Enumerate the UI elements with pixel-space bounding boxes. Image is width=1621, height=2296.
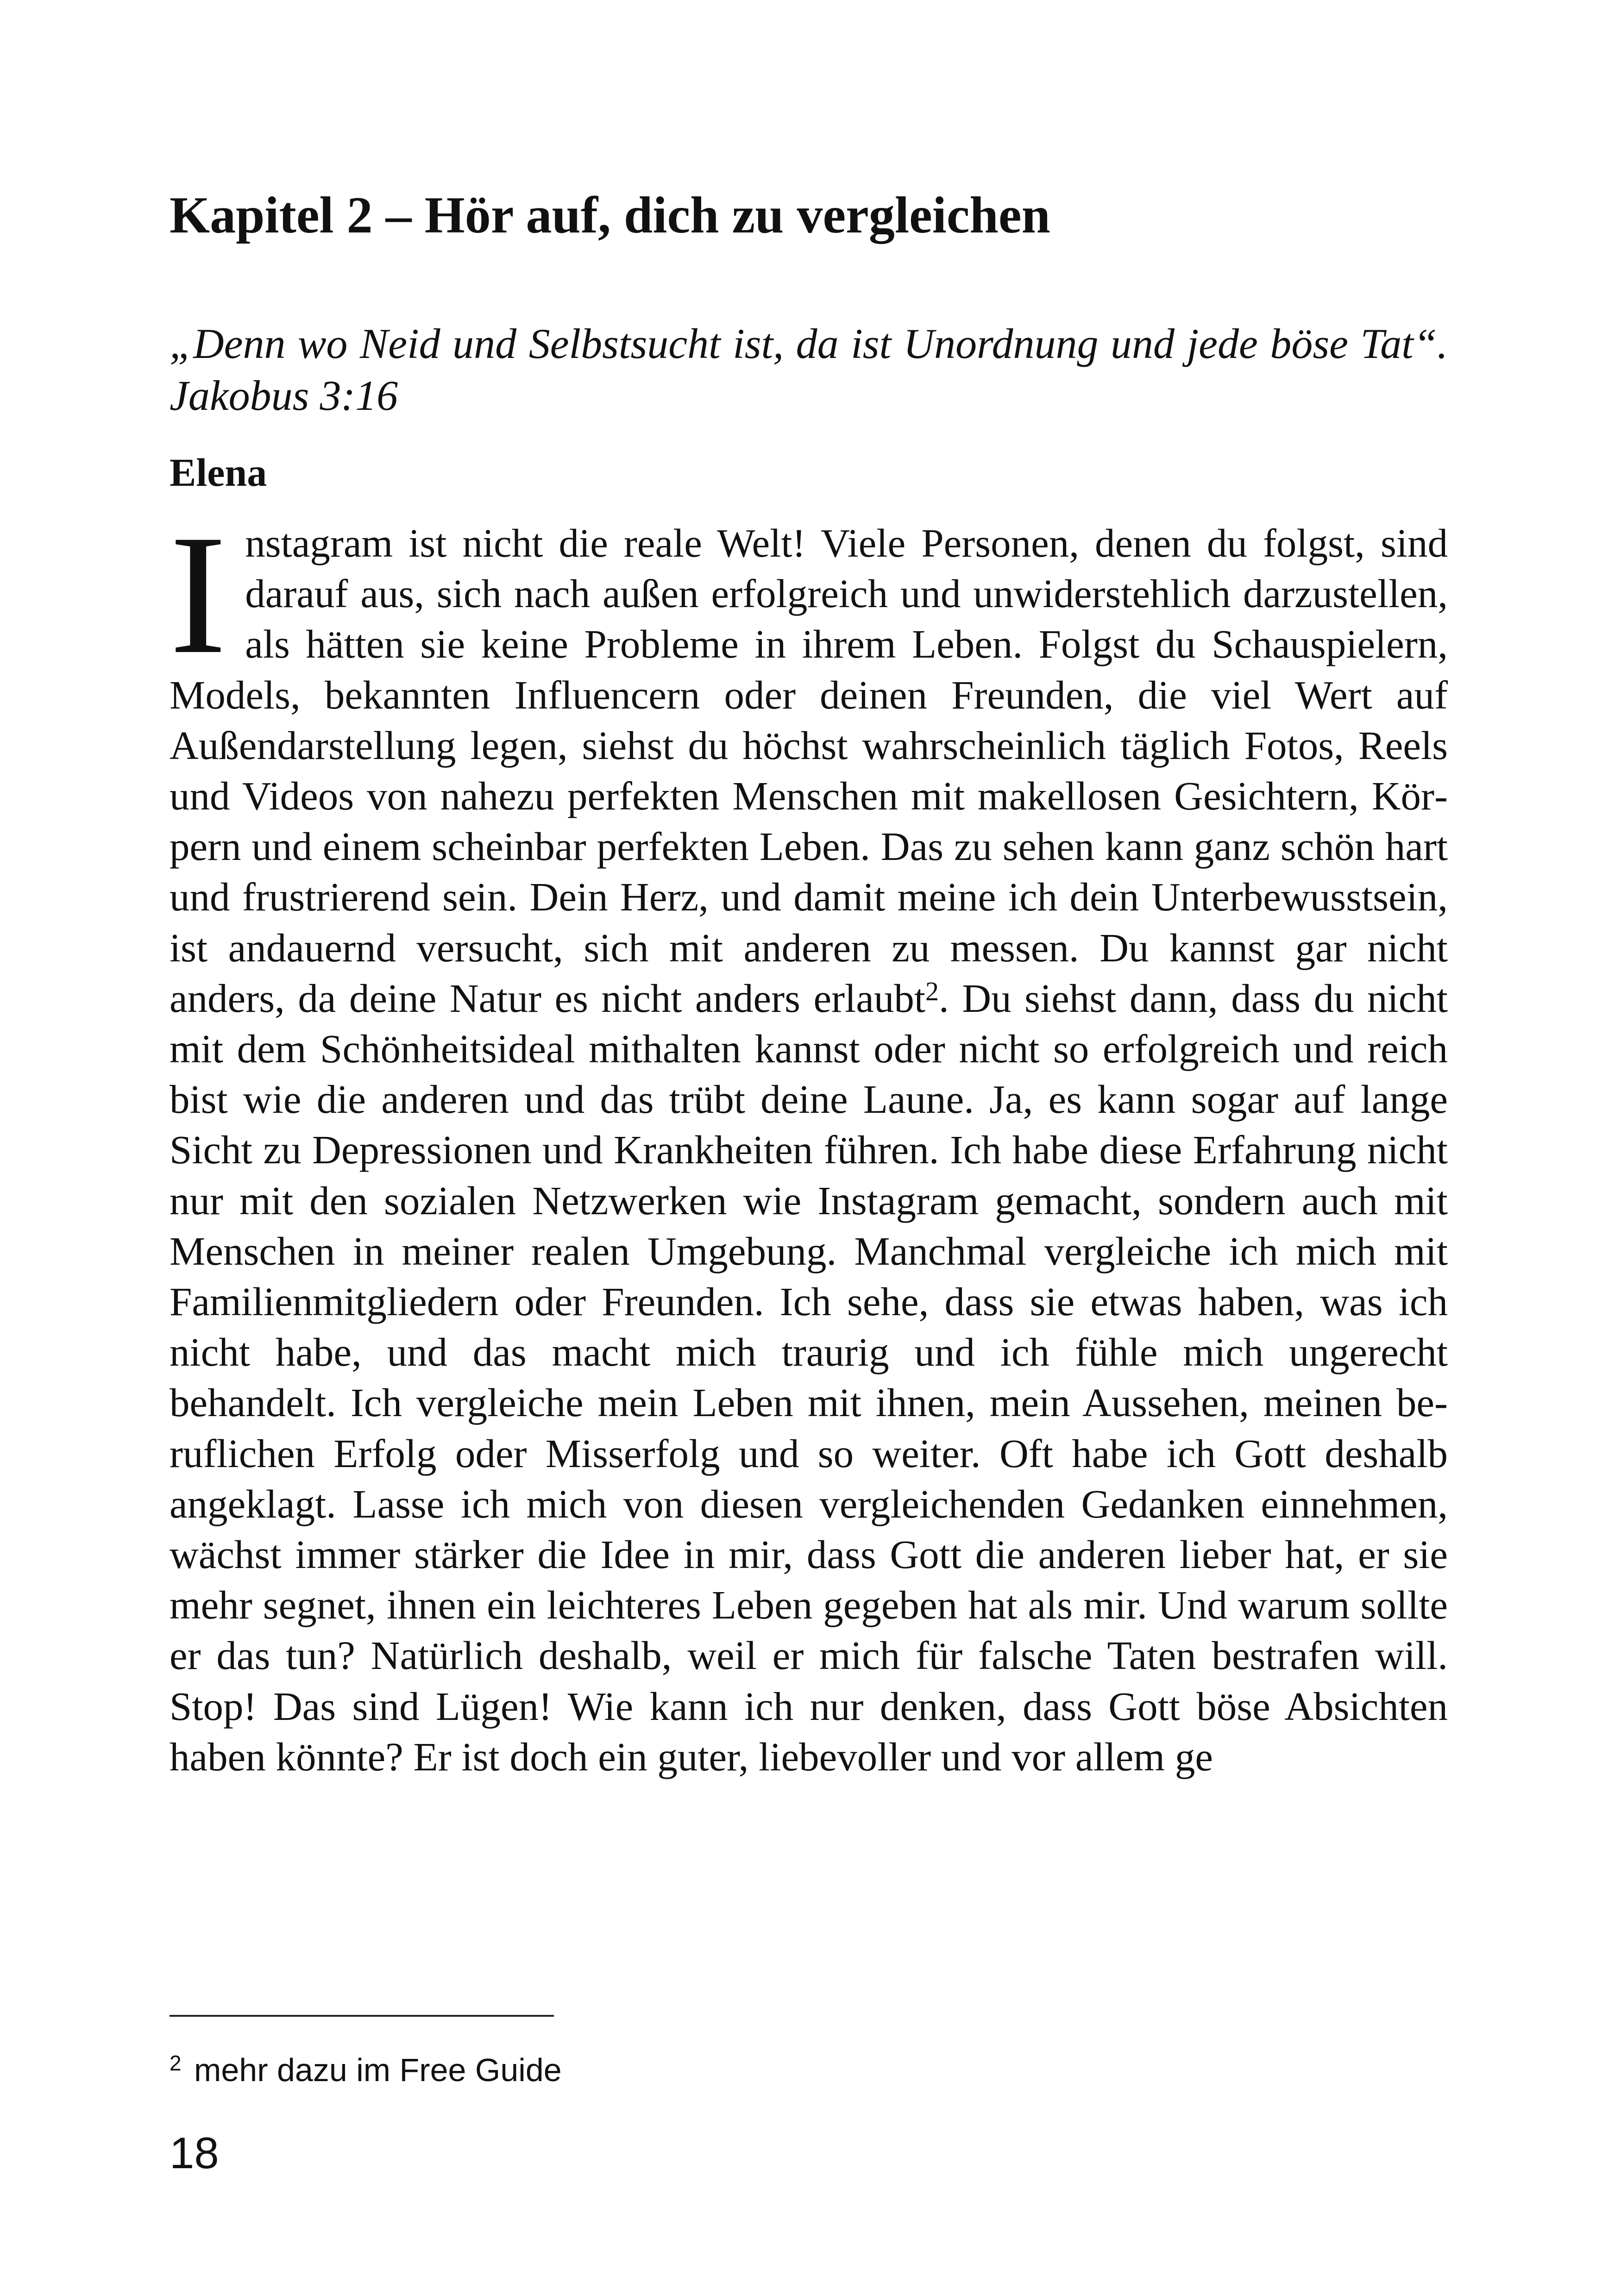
body-paragraph <box>170 500 1448 1782</box>
footnote-number: 2 <box>170 2051 182 2075</box>
drop-cap-letter: I <box>170 500 227 690</box>
speaker-heading: Elena <box>170 450 267 495</box>
body-text-part-1: nstagram ist nicht die reale Welt! Viele Personen, denen du folgst, sind darauf aus, sich nach außen erfolgreich und unwiderstehlich darzustellen, als hätten sie keine Probleme in ihrem Leben. Folgst du Schauspielern, Models, bekannten Influencern oder deinen Freunden, die viel Wert auf Außendarstellung legen, siehst du höchst wahrscheinlich täglich Fotos, Reels und Videos von nahezu perfekten Menschen mit makellosen Gesichtern, Körpern und einem scheinbar perfekten Leben. Das zu sehen kann ganz schön hart und frustrierend sein. Dein Herz, und damit meine ich dein Unterbewusstsein, ist andauernd versucht, sich mit anderen zu messen. Du kannst gar nicht anders, da deine Natur es nicht anders erlaubt <box>170 521 1448 1021</box>
footnote-divider <box>170 2015 554 2017</box>
bible-quote-epigraph: „Denn wo Neid und Selbstsucht ist, da ist Unordnung und jede böse Tat“. Jakobus 3:16 <box>170 320 1448 419</box>
body-text-part-2: . Du siehst dann, dass du nicht mit dem Schönheitsideal mithalten kannst oder nicht so erfolgreich und reich bist wie die anderen und das trübt deine Laune. Ja, es kann sogar auf lange Sicht zu Depressionen und Krankheiten führen. Ich habe diese Erfahrung nicht nur mit den sozialen Netzwerken wie Instagram gemacht, sondern auch mit Menschen in meiner realen Umgebung. Manchmal vergleiche ich mich mit Familienmitgliedern oder Freunden. Ich sehe, dass sie etwas haben, was ich nicht habe, und das macht mich traurig und ich fühle mich ungerecht behandelt. Ich vergleiche mein Leben mit ihnen, mein Aussehen, meinen beruflichen Erfolg oder Misserfolg und so weiter. Oft habe ich Gott deshalb angeklagt. Lasse ich mich von diesen vergleichenden Gedanken einnehmen, wächst immer stärker die Idee in mir, dass Gott die anderen lieber hat, er sie mehr segnet, ihnen ein leichteres Leben gegeben hat als mir. Und warum sollte er das tun? Natürlich deshalb, weil er mich für falsche Taten bestrafen will. Stop! Das sind Lügen! Wie kann ich nur denken, dass Gott böse Absichten haben könnte? Er ist doch ein guter, liebevoller und vor allem ge <box>170 975 1448 1779</box>
footnote <box>170 2049 562 2091</box>
page-number: 18 <box>170 2128 219 2178</box>
footnote-reference[interactable]: 2 <box>925 976 939 1006</box>
footnote-text: mehr dazu im Free Guide <box>194 2052 562 2088</box>
chapter-title: Kapitel 2 – Hör auf, dich zu vergleichen <box>170 187 1050 244</box>
